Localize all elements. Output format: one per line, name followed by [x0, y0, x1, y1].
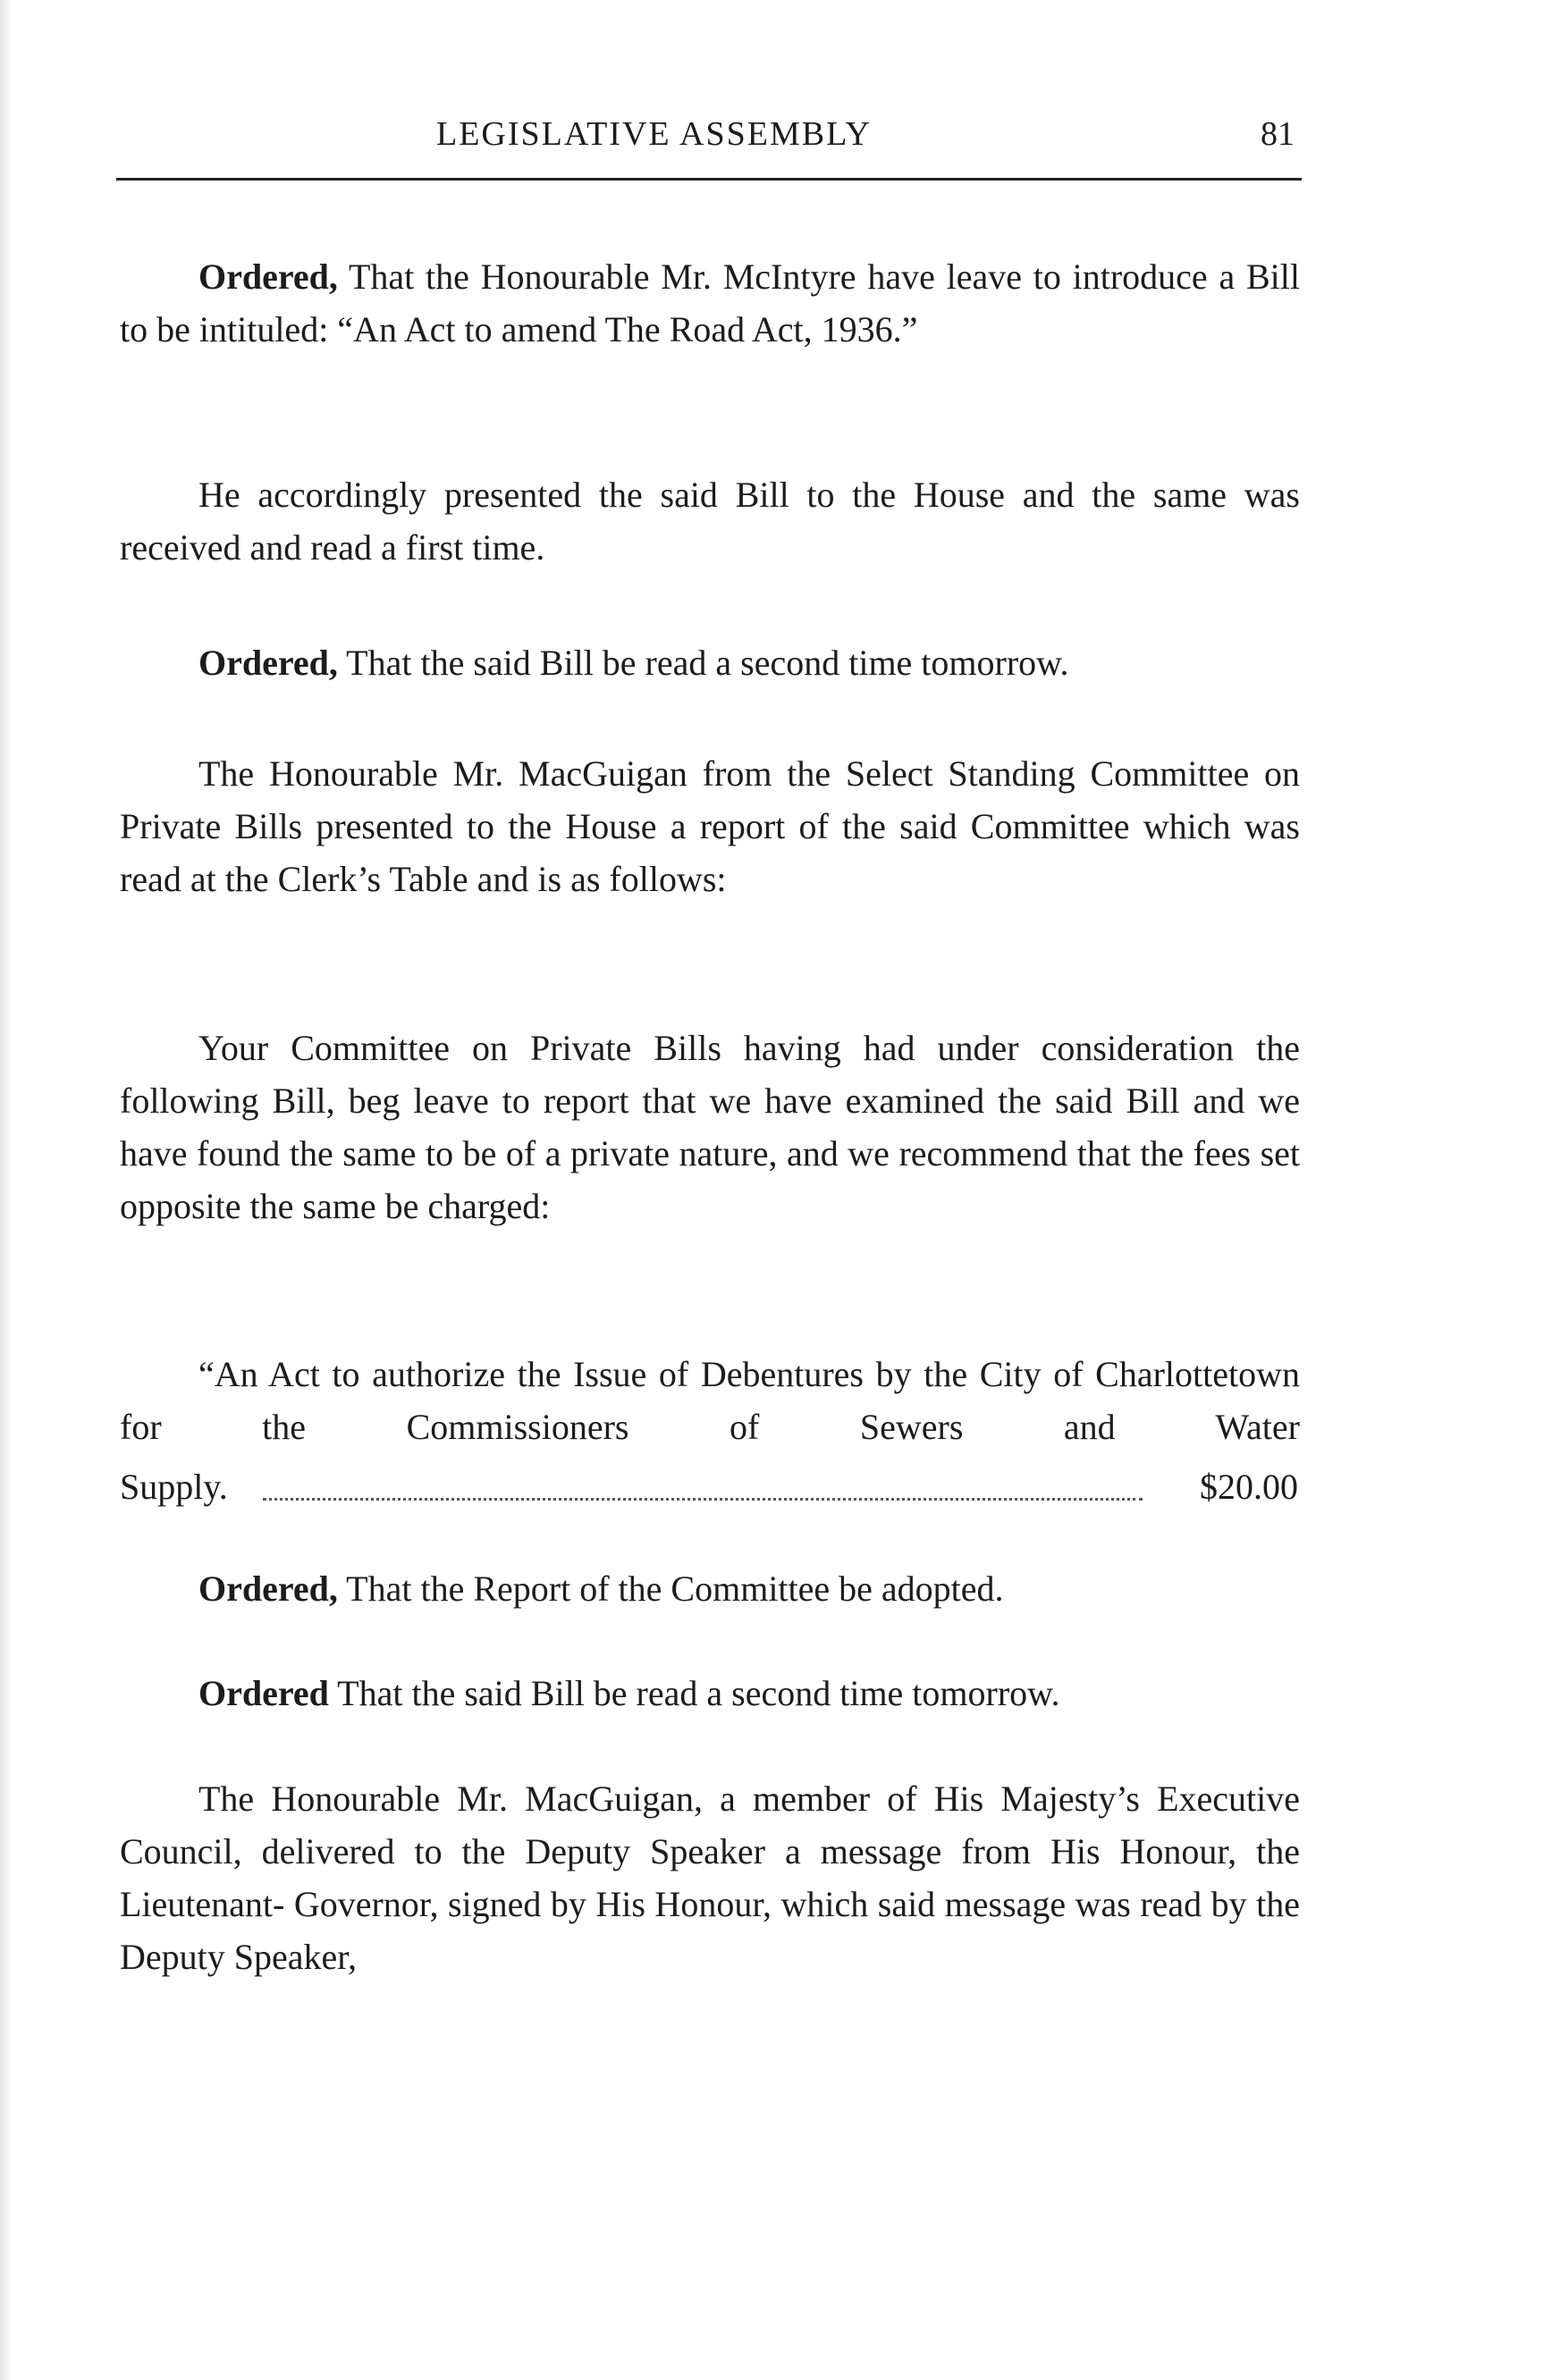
- paragraph-text: That the Honourable Mr. McIntyre have leave to introduce a Bill to be intituled: “An Act to amend The Road Act, 1936.”: [120, 257, 1300, 349]
- page-header: [116, 114, 1302, 159]
- header-rule: [116, 178, 1302, 181]
- ordered-label: Ordered,: [198, 643, 338, 683]
- paragraph-text: He accordingly presented the said Bill to the House and the same was received and read a first time.: [120, 475, 1300, 568]
- paragraph-second-reading: [120, 636, 1300, 689]
- paragraph-second-reading-2: [120, 1667, 1300, 1720]
- paragraph-committee-report: [120, 1022, 1300, 1232]
- fee-amount: $20.00: [1200, 1467, 1298, 1507]
- paragraph-report-adopted: [120, 1562, 1300, 1615]
- dot-leader: [263, 1498, 1143, 1501]
- paragraph-leave-to-introduce: [120, 250, 1300, 356]
- paragraph-text: That the said Bill be read a second time tomorrow.: [328, 1673, 1060, 1713]
- paragraph-text: Your Committee on Private Bills having had under consideration the following Bill, beg leave to report that we have examined the said Bill and we have found the same to be of a private nature, and we recommend that the fees set opposite the same be charged:: [120, 1028, 1300, 1226]
- running-title: LEGISLATIVE ASSEMBLY: [436, 115, 872, 153]
- fee-line: [120, 1460, 1300, 1513]
- ordered-label: Ordered: [198, 1673, 329, 1713]
- fee-line-text: Supply.: [120, 1467, 228, 1507]
- paragraph-text: The Honourable Mr. MacGuigan, a member of His Majesty’s Executive Council, delivered to the Deputy Speaker a message from His Honour, the Lieutenant- Governor, signed by His Honour, which said message was read by the Deputy Speaker,: [120, 1779, 1300, 1977]
- ordered-label: Ordered,: [198, 257, 338, 297]
- paragraph-bill-presented: [120, 468, 1300, 574]
- paragraph-bill-title: [120, 1348, 1300, 1453]
- paragraph-message-delivered: [120, 1772, 1300, 1983]
- page-edge-shadow: [0, 0, 13, 2380]
- page-number: 81: [1261, 115, 1295, 153]
- paragraph-text: The Honourable Mr. MacGuigan from the Select Standing Committee on Private Bills presented to the House a report of the said Committee which was read at the Clerk’s Table and is as follows:: [120, 753, 1300, 899]
- paragraph-text: “An Act to authorize the Issue of Debentures by the City of Charlottetown for the Commissioners of Sewers and Water: [120, 1354, 1300, 1447]
- paragraph-text: That the said Bill be read a second time tomorrow.: [337, 643, 1069, 683]
- ordered-label: Ordered,: [198, 1568, 338, 1609]
- paragraph-committee-report-intro: [120, 747, 1300, 905]
- paragraph-text: That the Report of the Committee be adopted.: [337, 1568, 1004, 1609]
